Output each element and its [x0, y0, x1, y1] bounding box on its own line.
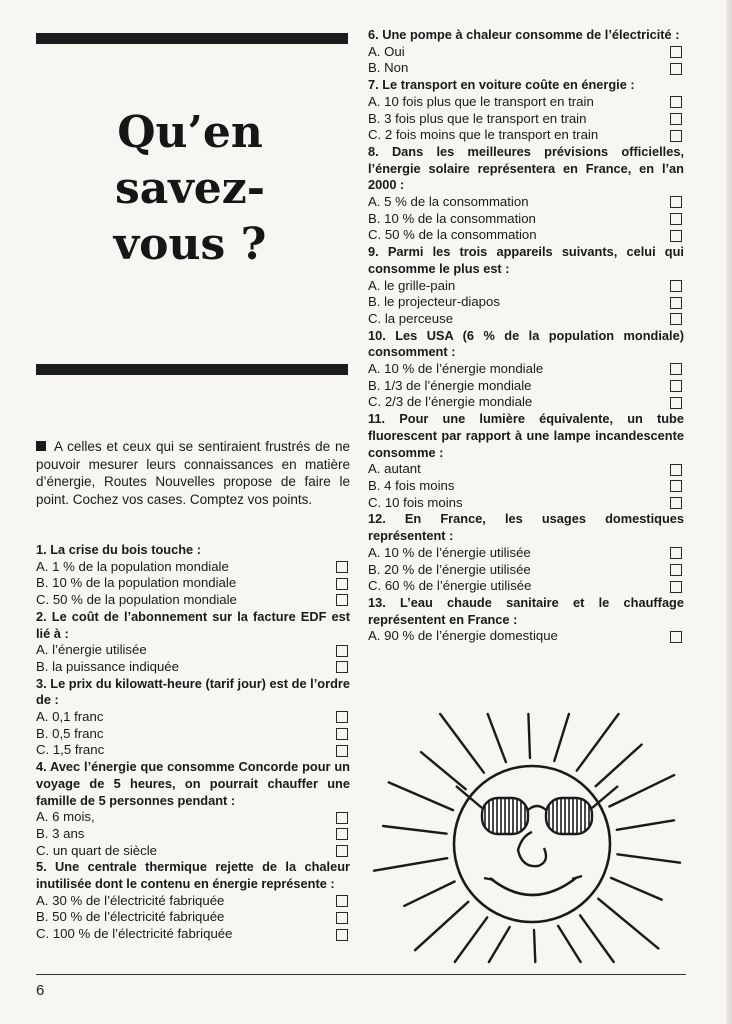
- sun-ray: [489, 927, 510, 962]
- answer-label: C. 10 fois moins: [368, 494, 463, 510]
- question-text: 5. Une centrale thermique rejette de la chaleur inutilisée dont le contenu en énergie représente :: [36, 859, 350, 892]
- question-12: [368, 511, 684, 595]
- answer-option: [368, 478, 684, 495]
- answer-option: [36, 893, 350, 910]
- answer-label: B. 1/3 de l’énergie mondiale: [368, 377, 532, 393]
- checkbox[interactable]: [670, 313, 682, 325]
- answer-option: [36, 809, 350, 826]
- question-6: [368, 27, 684, 77]
- checkbox[interactable]: [336, 728, 348, 740]
- footer-rule: [36, 974, 686, 975]
- checkbox[interactable]: [336, 594, 348, 606]
- checkbox[interactable]: [336, 845, 348, 857]
- answer-option: [368, 44, 684, 61]
- checkbox[interactable]: [336, 645, 348, 657]
- answer-label: A. 30 % de l’électricité fabriquée: [36, 892, 225, 908]
- answer-label: A. le grille-pain: [368, 277, 456, 293]
- sun-ray: [534, 930, 535, 962]
- sun-ray: [580, 915, 614, 962]
- page-edge-shadow: [726, 0, 732, 1024]
- answer-label: B. 0,5 franc: [36, 725, 104, 741]
- page-number: 6: [36, 982, 45, 999]
- question-text: 6. Une pompe à chaleur consomme de l’électricité :: [368, 27, 680, 42]
- answer-label: A. 10 % de l’énergie mondiale: [368, 361, 544, 377]
- checkbox[interactable]: [336, 561, 348, 573]
- answer-option: [36, 826, 350, 843]
- answer-option: [368, 562, 684, 579]
- answer-label: A. l’énergie utilisée: [36, 642, 147, 658]
- checkbox[interactable]: [670, 230, 682, 242]
- question-2: [36, 609, 350, 676]
- question-text: 7. Le transport en voiture coûte en énergie :: [368, 77, 635, 93]
- answer-option: [368, 60, 684, 77]
- checkbox[interactable]: [670, 130, 682, 142]
- question-text: 1. La crise du bois touche :: [36, 542, 201, 557]
- checkbox[interactable]: [670, 113, 682, 125]
- answer-label: B. 50 % de l’électricité fabriquée: [36, 909, 225, 925]
- question-text: 10. Les USA (6 % de la population mondiale) consomment :: [368, 327, 684, 360]
- question-text: 13. L’eau chaude sanitaire et le chauffage représentent en France :: [368, 594, 684, 627]
- answer-option: [368, 278, 684, 295]
- top-rule-bar: [36, 33, 348, 44]
- answer-option: [36, 926, 350, 943]
- answer-label: C. 50 % de la population mondiale: [36, 592, 237, 608]
- checkbox[interactable]: [336, 578, 348, 590]
- answer-option: [368, 211, 684, 228]
- answer-option: [36, 726, 350, 743]
- checkbox[interactable]: [670, 380, 682, 392]
- title-line-2: savez-: [114, 163, 266, 214]
- answer-option: [36, 592, 350, 609]
- answer-label: B. 3 fois plus que le transport en train: [368, 110, 587, 126]
- checkbox[interactable]: [336, 929, 348, 941]
- answer-label: B. 20 % de l’énergie utilisée: [368, 561, 531, 577]
- sun-ray: [383, 826, 447, 834]
- answer-label: C. 50 % de la consommation: [368, 227, 537, 243]
- checkbox[interactable]: [670, 297, 682, 309]
- sun-ray: [455, 917, 487, 962]
- checkbox[interactable]: [670, 196, 682, 208]
- answer-label: C. 2/3 de l’énergie mondiale: [368, 394, 533, 410]
- question-1: [36, 542, 350, 609]
- answer-option: [368, 294, 684, 311]
- question-4: [36, 759, 350, 859]
- answer-label: B. la puissance indiquée: [36, 658, 179, 674]
- answer-label: A. Oui: [368, 43, 405, 59]
- answer-option: [368, 461, 684, 478]
- answer-option: [368, 111, 684, 128]
- title-line-1: Qu’en: [117, 107, 263, 158]
- answer-option: [36, 559, 350, 576]
- sun-ray: [577, 714, 619, 771]
- bullet-square-icon: [36, 441, 46, 451]
- answer-option: [368, 94, 684, 111]
- answer-option: [368, 311, 684, 328]
- answer-option: [368, 127, 684, 144]
- sun-ray: [609, 775, 674, 806]
- question-5: [36, 859, 350, 943]
- answer-label: B. 10 % de la population mondiale: [36, 575, 237, 591]
- checkbox[interactable]: [670, 497, 682, 509]
- sun-ray: [374, 858, 447, 871]
- answer-label: A. 90 % de l’énergie domestique: [368, 628, 558, 644]
- answer-option: [368, 361, 684, 378]
- checkbox[interactable]: [336, 812, 348, 824]
- answer-option: [368, 227, 684, 244]
- answer-label: C. 1,5 franc: [36, 742, 105, 758]
- answer-option: [36, 659, 350, 676]
- answer-option: [36, 742, 350, 759]
- answer-label: A. 0,1 franc: [36, 709, 104, 725]
- answer-option: [368, 194, 684, 211]
- answer-label: C. 60 % de l’énergie utilisée: [368, 578, 532, 594]
- sun-with-sunglasses-illustration: [372, 712, 682, 964]
- checkbox[interactable]: [670, 363, 682, 375]
- sun-ray: [598, 899, 658, 949]
- answer-option: [368, 495, 684, 512]
- question-text: 9. Parmi les trois appareils suivants, celui qui consomme le plus est :: [368, 244, 684, 276]
- checkbox[interactable]: [336, 745, 348, 757]
- checkbox[interactable]: [670, 46, 682, 58]
- question-3: [36, 676, 350, 760]
- question-7: [368, 77, 684, 144]
- sun-ray: [611, 878, 662, 900]
- checkbox[interactable]: [336, 912, 348, 924]
- question-9: [368, 244, 684, 328]
- answer-option: [36, 642, 350, 659]
- answer-option: [368, 394, 684, 411]
- answer-label: B. 4 fois moins: [368, 477, 455, 493]
- sun-ray: [596, 745, 642, 787]
- question-text: 3. Le prix du kilowatt-heure (tarif jour) est de l’ordre de :: [36, 675, 350, 708]
- answer-label: A. 10 fois plus que le transport en train: [368, 93, 594, 109]
- checkbox[interactable]: [670, 564, 682, 576]
- sun-ray: [528, 714, 530, 758]
- question-text: 8. Dans les meilleures prévisions officielles, l’énergie solaire représentera en France, en l’an 2000 :: [368, 143, 684, 193]
- question-10: [368, 328, 684, 412]
- answer-label: B. le projecteur-diapos: [368, 294, 500, 310]
- checkbox[interactable]: [670, 464, 682, 476]
- answer-option: [36, 909, 350, 926]
- answer-label: C. 100 % de l’électricité fabriquée: [36, 926, 233, 942]
- answer-option: [368, 545, 684, 562]
- question-text: 2. Le coût de l’abonnement sur la facture EDF est lié à :: [36, 608, 350, 641]
- question-text: 4. Avec l’énergie que consomme Concorde pour un voyage de 5 heures, on pourrait chauffer une famille de 5 personnes pendant :: [36, 759, 350, 808]
- question-8: [368, 144, 684, 244]
- sun-ray: [554, 714, 569, 761]
- answer-label: C. 2 fois moins que le transport en train: [368, 127, 599, 143]
- answer-label: A. 10 % de l’énergie utilisée: [368, 544, 531, 560]
- sun-ray: [415, 902, 468, 950]
- answer-option: [36, 843, 350, 860]
- checkbox[interactable]: [670, 631, 682, 643]
- sun-ray: [617, 820, 674, 830]
- answer-label: A. autant: [368, 461, 421, 477]
- checkbox[interactable]: [670, 63, 682, 75]
- sun-ray: [440, 714, 484, 773]
- answer-option: [368, 628, 684, 645]
- checkbox[interactable]: [336, 661, 348, 673]
- answer-option: [36, 709, 350, 726]
- checkbox[interactable]: [670, 480, 682, 492]
- answer-option: [368, 578, 684, 595]
- answer-option: [36, 575, 350, 592]
- answer-label: B. 10 % de la consommation: [368, 210, 536, 226]
- sun-ray: [617, 854, 680, 862]
- quiz-column-right: [368, 27, 684, 645]
- sun-ray: [558, 926, 581, 962]
- question-text: 12. En France, les usages domestiques représentent :: [368, 511, 684, 544]
- checkbox[interactable]: [670, 397, 682, 409]
- checkbox[interactable]: [670, 581, 682, 593]
- page-title: [80, 105, 300, 273]
- intro-text: A celles et ceux qui se sentiraient frustrés de ne pouvoir mesurer leurs connaissances en matière d’énergie, Routes Nouvelles propose de faire le point. Cochez vos cases. Comptez vos points.: [36, 439, 350, 507]
- answer-option: [368, 378, 684, 395]
- intro-paragraph: [36, 438, 350, 508]
- answer-label: C. la perceuse: [368, 310, 454, 326]
- checkbox[interactable]: [670, 280, 682, 292]
- title-line-3: vous ?: [113, 219, 267, 270]
- sun-ray: [389, 782, 453, 810]
- checkbox[interactable]: [670, 96, 682, 108]
- checkbox[interactable]: [336, 711, 348, 723]
- question-13: [368, 595, 684, 645]
- answer-label: B. 3 ans: [36, 825, 85, 841]
- quiz-column-left: [36, 542, 350, 943]
- sun-ray: [488, 714, 506, 762]
- checkbox[interactable]: [670, 213, 682, 225]
- checkbox[interactable]: [336, 828, 348, 840]
- answer-label: B. Non: [368, 60, 409, 76]
- answer-label: A. 5 % de la consommation: [368, 194, 529, 210]
- sun-ray: [421, 752, 466, 789]
- sun-ray: [404, 882, 454, 906]
- answer-label: A. 1 % de la population mondiale: [36, 558, 229, 574]
- answer-label: C. un quart de siècle: [36, 842, 157, 858]
- checkbox[interactable]: [670, 547, 682, 559]
- answer-label: A. 6 mois,: [36, 809, 95, 825]
- question-11: [368, 411, 684, 511]
- question-text: 11. Pour une lumière équivalente, un tube fluorescent par rapport à une lampe incandescente consomme :: [368, 411, 684, 460]
- checkbox[interactable]: [336, 895, 348, 907]
- bottom-rule-bar: [36, 364, 348, 375]
